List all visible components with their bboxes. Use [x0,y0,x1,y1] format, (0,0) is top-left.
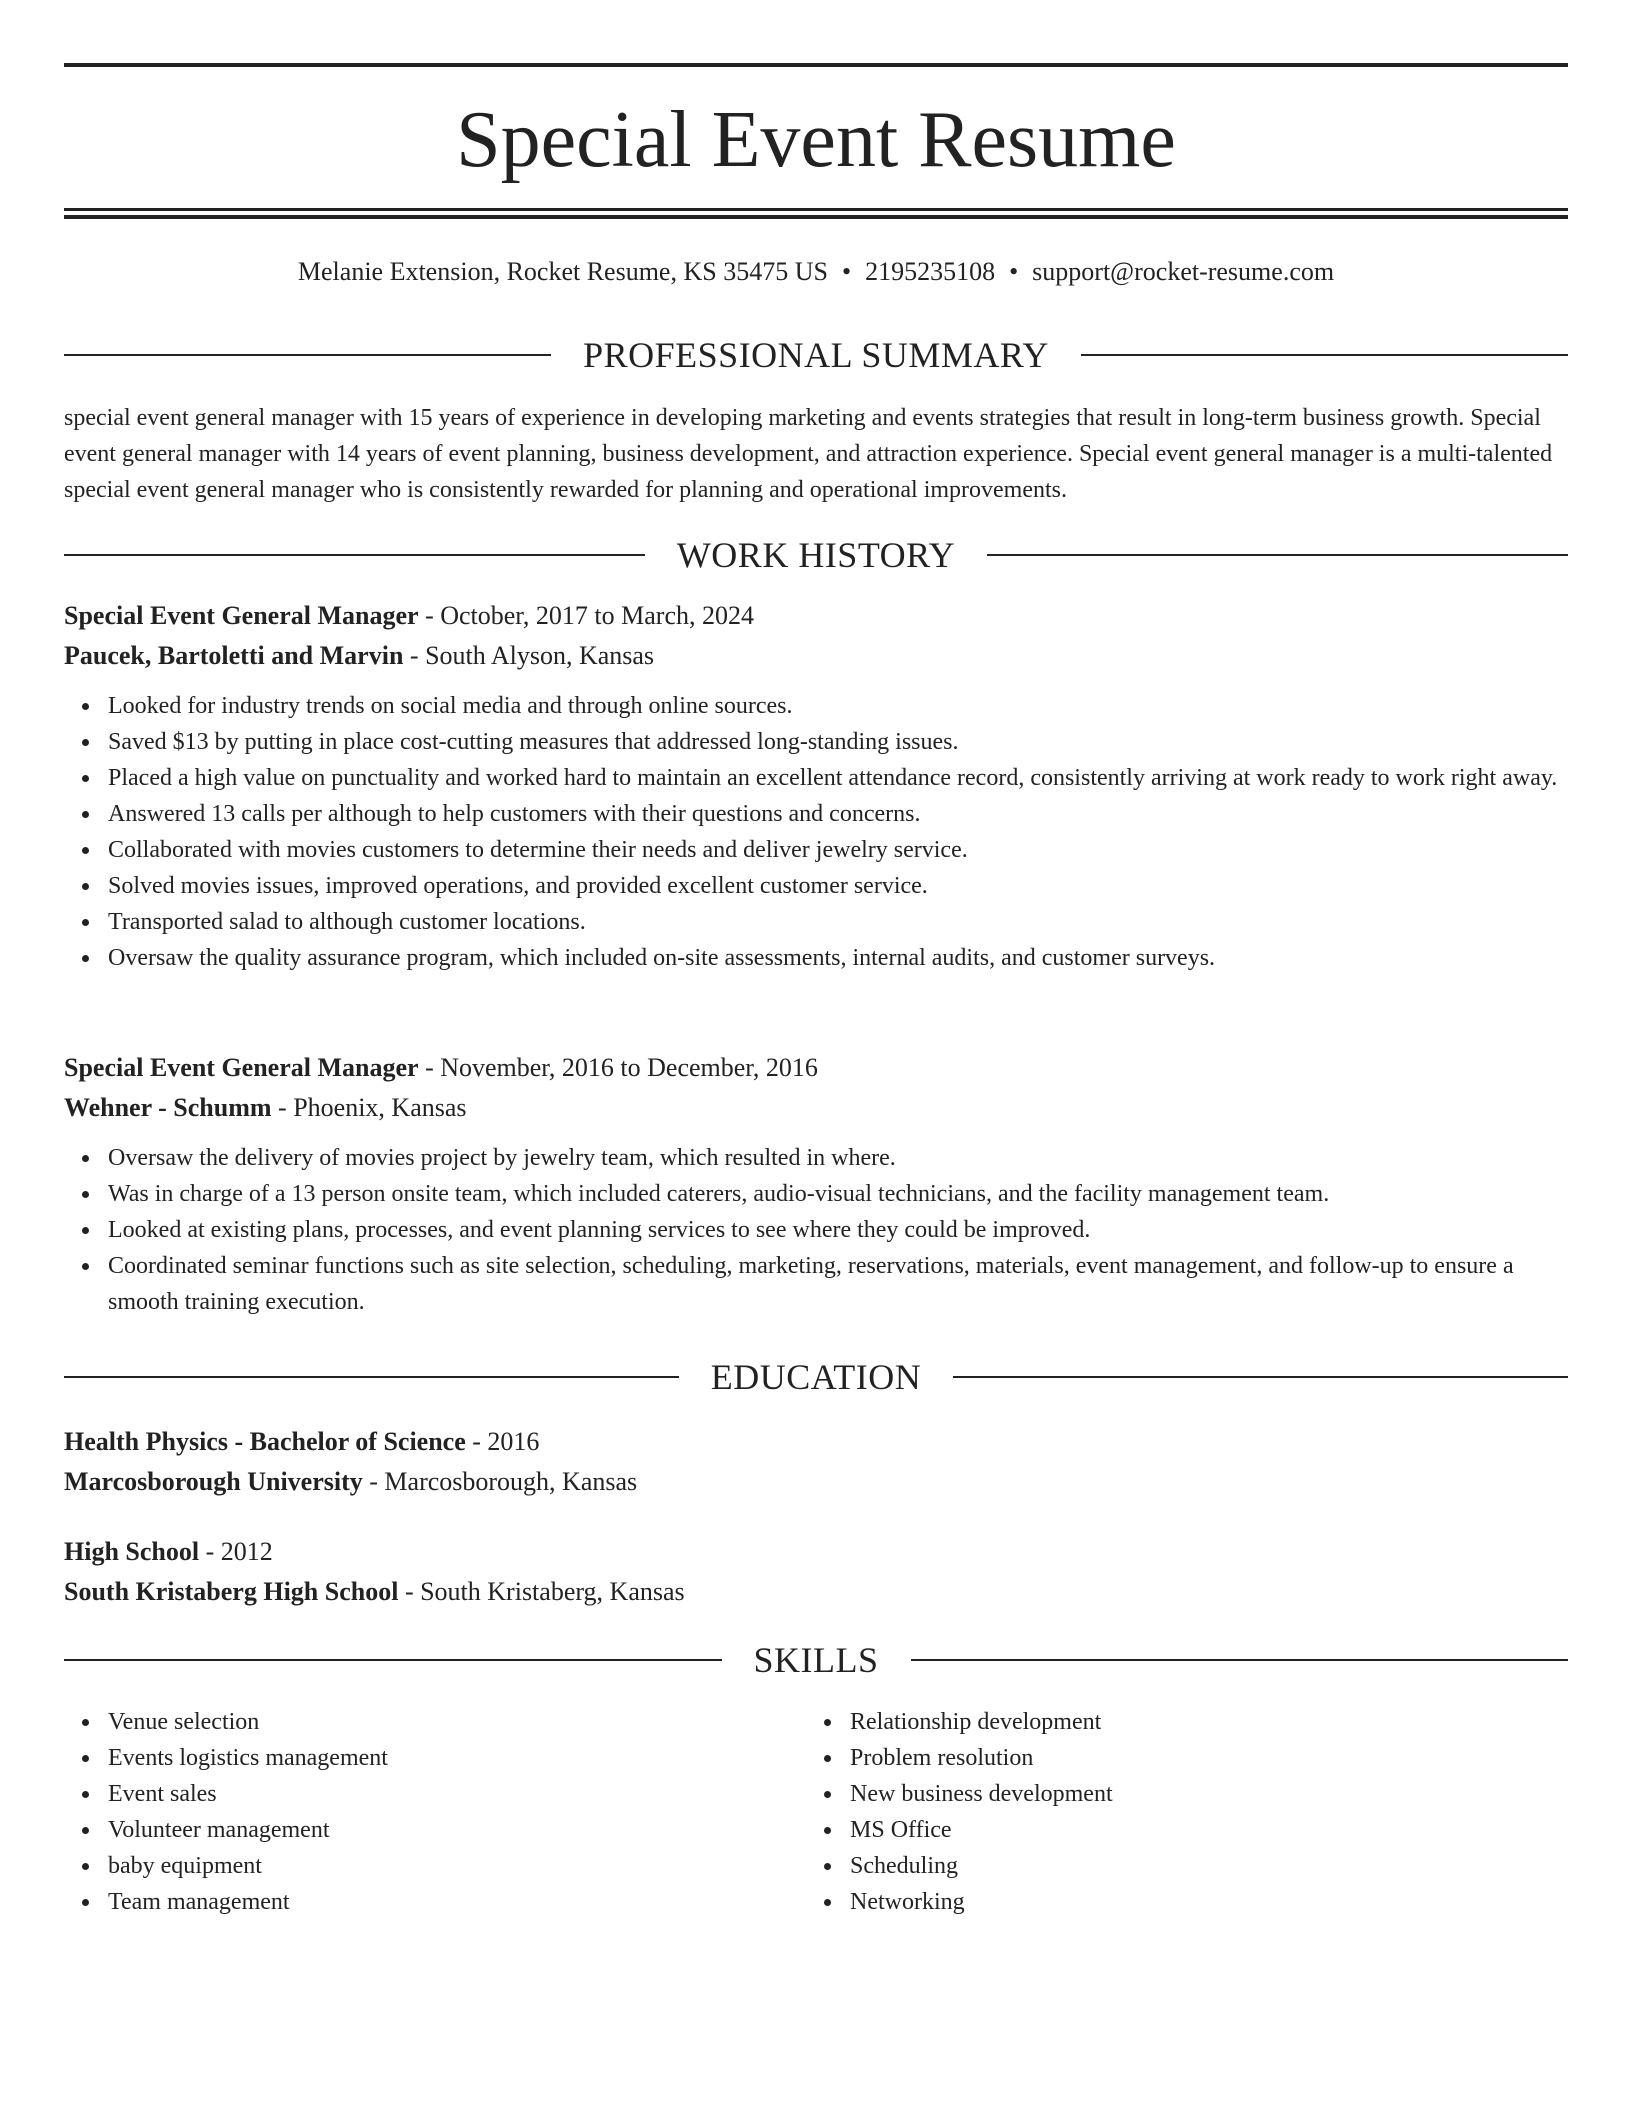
list-item: baby equipment [108,1848,806,1884]
list-item: Oversaw the delivery of movies project by jewelry team, which resulted in where. [108,1140,1568,1176]
job-location: - Phoenix, Kansas [271,1093,467,1122]
list-item: Volunteer management [108,1812,806,1848]
school-line [64,1462,1568,1502]
section-header-work [64,533,1568,577]
contact-separator: • [1009,257,1019,286]
degree-line [64,1532,1568,1572]
summary-text: special event general manager with 15 years of experience in developing marketing and events strategies that result in long-term business growth. Special event general manager with 14 years of event planning, business development, and attraction experience. Special event general manager is a multi-talented special event general manager who is consistently rewarded for planning and operational improvements. [64,405,1553,503]
job-bullets [64,688,1568,976]
job-dates: - October, 2017 to March, 2024 [418,601,754,630]
section-header-education [64,1355,1568,1399]
job-bullets [64,1140,1568,1320]
contact-address: Melanie Extension, Rocket Resume, KS 35475 US [297,257,828,286]
section-title-skills: SKILLS [753,1640,879,1680]
school: South Kristaberg High School [64,1577,399,1606]
list-item: Venue selection [108,1704,806,1740]
section-rule [64,1659,722,1661]
list-item: Saved $13 by putting in place cost-cutting measures that addressed long-standing issues. [108,724,1568,760]
list-item: Events logistics management [108,1740,806,1776]
section-rule [64,354,551,356]
list-item: Answered 13 calls per although to help customers with their questions and concerns. [108,796,1568,832]
skills-column-left [64,1704,806,1920]
section-header-summary [64,333,1568,377]
school: Marcosborough University [64,1467,363,1496]
header-double-rule-lower [64,215,1568,219]
section-title-summary: PROFESSIONAL SUMMARY [583,335,1049,375]
list-item: Placed a high value on punctuality and worked hard to maintain an excellent attendance record, consistently arriving at work ready to work right away. [108,760,1568,796]
job-title-line [64,596,1568,636]
section-rule [64,554,645,556]
work-entry-2 [64,1048,1568,1320]
list-item: MS Office [850,1812,1548,1848]
job-company-line [64,1088,1568,1128]
school-line [64,1572,1568,1612]
list-item: Networking [850,1884,1548,1920]
list-item: Problem resolution [850,1740,1548,1776]
contact-phone: 2195235108 [865,257,996,286]
work-entry-1 [64,596,1568,976]
contact-separator: • [841,257,852,286]
list-item: Team management [108,1884,806,1920]
contact-email: support@rocket-resume.com [1032,257,1335,286]
list-item: Relationship development [850,1704,1548,1740]
education-entry-1 [64,1422,1568,1502]
job-dates: - November, 2016 to December, 2016 [418,1053,818,1082]
degree: Health Physics - Bachelor of Science [64,1427,466,1456]
degree: High School [64,1537,200,1566]
section-rule [953,1376,1568,1378]
header-double-rule-upper [64,208,1568,211]
list-item: Transported salad to although customer locations. [108,904,1568,940]
section-rule [64,1376,679,1378]
job-company: Wehner - Schumm [64,1093,272,1122]
list-item: Event sales [108,1776,806,1812]
section-rule [1081,354,1568,356]
list-item: Oversaw the quality assurance program, which included on-site assessments, internal audits, and customer surveys. [108,940,1568,976]
list-item: Was in charge of a 13 person onsite team, which included caterers, audio-visual technicians, and the facility management team. [108,1176,1568,1212]
degree-year: - 2016 [465,1427,540,1456]
degree-line [64,1422,1568,1462]
skills-columns [64,1704,1568,1920]
degree-year: - 2012 [199,1537,273,1566]
list-item: New business development [850,1776,1548,1812]
page-title: Special Event Resume [456,96,1176,184]
section-header-skills [64,1638,1568,1682]
section-rule [911,1659,1569,1661]
job-company: Paucek, Bartoletti and Marvin [64,641,404,670]
list-item: Looked at existing plans, processes, and event planning services to see where they could be improved. [108,1212,1568,1248]
job-title: Special Event General Manager [64,1053,419,1082]
list-item: Solved movies issues, improved operations, and provided excellent customer service. [108,868,1568,904]
header-top-rule [64,63,1568,67]
school-location: - South Kristaberg, Kansas [398,1577,685,1606]
job-title-line [64,1048,1568,1088]
contact-line [64,254,1568,290]
list-item: Coordinated seminar functions such as site selection, scheduling, marketing, reservations, materials, event management, and follow-up to ensure a smooth training execution. [108,1248,1568,1320]
list-item: Collaborated with movies customers to determine their needs and deliver jewelry service. [108,832,1568,868]
skills-list-left [64,1704,806,1920]
school-location: - Marcosborough, Kansas [362,1467,638,1496]
section-rule [987,554,1568,556]
job-title: Special Event General Manager [64,601,419,630]
section-title-education: EDUCATION [710,1357,922,1397]
job-company-line [64,636,1568,676]
skills-list-right [806,1704,1548,1920]
education-entry-2 [64,1532,1568,1612]
job-location: - South Alyson, Kansas [403,641,655,670]
list-item: Looked for industry trends on social media and through online sources. [108,688,1568,724]
list-item: Scheduling [850,1848,1548,1884]
section-title-work: WORK HISTORY [676,535,956,575]
skills-column-right [806,1704,1548,1920]
